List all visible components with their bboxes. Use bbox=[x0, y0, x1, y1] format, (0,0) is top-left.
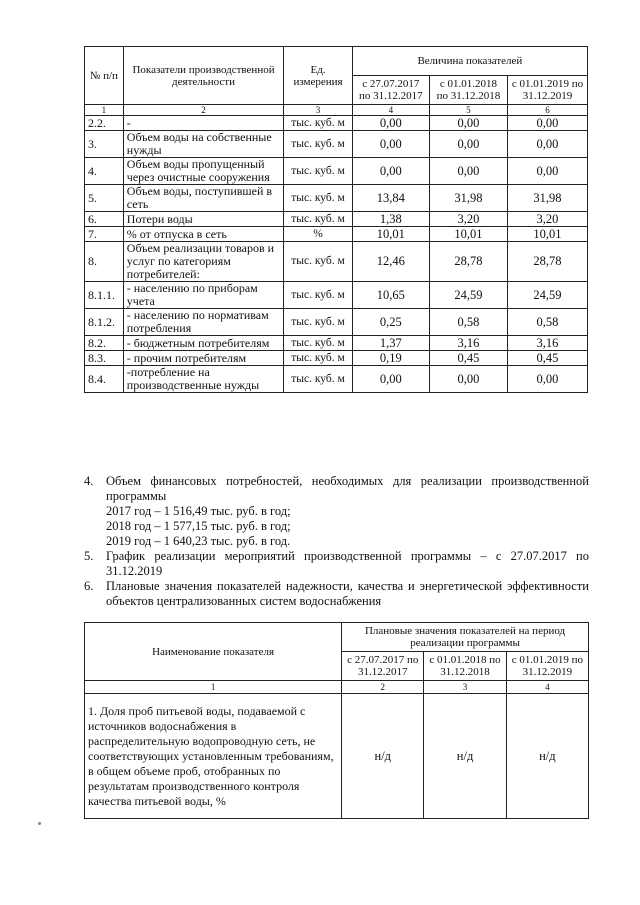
row-value-3: 3,20 bbox=[507, 212, 587, 227]
financial-line-2019: 2019 год – 1 640,23 тыс. руб. в год. bbox=[106, 534, 291, 548]
index-cell: 4 bbox=[506, 681, 588, 694]
row-unit: тыс. куб. м bbox=[284, 116, 352, 131]
table-row bbox=[85, 185, 588, 212]
row-number: 4. bbox=[85, 158, 124, 185]
row-value-3: 0,00 bbox=[507, 116, 587, 131]
col-header-indicator: Показатели производственной деятельности bbox=[123, 47, 284, 105]
planned-values-table bbox=[84, 622, 589, 819]
row-indicator: - населению по приборам учета bbox=[123, 282, 284, 309]
table-row bbox=[85, 131, 588, 158]
row-unit: тыс. куб. м bbox=[284, 242, 352, 282]
row-value-2: 0,00 bbox=[429, 131, 507, 158]
row-indicator: -потребление на производственные нужды bbox=[123, 366, 284, 393]
row-value-2: 0,00 bbox=[429, 158, 507, 185]
scan-speck bbox=[38, 822, 41, 825]
list-item-text: Объем финансовых потребностей, необходимых для реализации производственной программы bbox=[106, 474, 589, 503]
col-header-period-2: с 01.01.2018 по 31.12.2018 bbox=[429, 76, 507, 105]
row-indicator: Объем воды, поступившей в сеть bbox=[123, 185, 284, 212]
row-unit: тыс. куб. м bbox=[284, 282, 352, 309]
row-value-3: 0,58 bbox=[507, 309, 587, 336]
list-item-number: 5. bbox=[84, 549, 94, 563]
financial-line-2017: 2017 год – 1 516,49 тыс. руб. в год; bbox=[106, 504, 291, 518]
row-value-1: 0,25 bbox=[352, 309, 429, 336]
col-header-number: № п/п bbox=[85, 47, 124, 105]
row-value-1: 12,46 bbox=[352, 242, 429, 282]
table-row bbox=[85, 116, 588, 131]
col-header-period-3: с 01.01.2019 по 31.12.2019 bbox=[507, 76, 587, 105]
row-unit: тыс. куб. м bbox=[284, 212, 352, 227]
row-unit: % bbox=[284, 227, 352, 242]
row-value-1: 1,37 bbox=[352, 336, 429, 351]
row-value-1: н/д bbox=[342, 694, 424, 819]
row-unit: тыс. куб. м bbox=[284, 131, 352, 158]
col-header-period-3: с 01.01.2019 по 31.12.2019 bbox=[506, 652, 588, 681]
row-value-2: 24,59 bbox=[429, 282, 507, 309]
row-value-2: 31,98 bbox=[429, 185, 507, 212]
index-cell: 3 bbox=[284, 105, 352, 116]
row-number: 2.2. bbox=[85, 116, 124, 131]
table-row bbox=[85, 336, 588, 351]
row-value-1: 0,00 bbox=[352, 116, 429, 131]
index-cell: 2 bbox=[123, 105, 284, 116]
col-header-values: Величина показателей bbox=[352, 47, 587, 76]
table-row bbox=[85, 366, 588, 393]
table-row bbox=[85, 212, 588, 227]
index-cell: 1 bbox=[85, 105, 124, 116]
list-item-text: График реализации мероприятий производственной программы – с 27.07.2017 по 31.12.2019 bbox=[106, 549, 589, 578]
row-value-2: 0,45 bbox=[429, 351, 507, 366]
numbered-list bbox=[84, 474, 589, 609]
row-value-3: 10,01 bbox=[507, 227, 587, 242]
row-value-2: 3,20 bbox=[429, 212, 507, 227]
table-row bbox=[85, 694, 589, 819]
list-item-text: Плановые значения показателей надежности, качества и энергетической эффективности объектов централизованных систем водоснабжения bbox=[106, 579, 589, 608]
row-value-1: 0,19 bbox=[352, 351, 429, 366]
table-row bbox=[85, 158, 588, 185]
row-value-3: 28,78 bbox=[507, 242, 587, 282]
row-value-2: 28,78 bbox=[429, 242, 507, 282]
row-value-1: 0,00 bbox=[352, 131, 429, 158]
row-value-2: 0,00 bbox=[429, 116, 507, 131]
row-value-3: 0,00 bbox=[507, 366, 587, 393]
table-row bbox=[85, 351, 588, 366]
row-number: 8.3. bbox=[85, 351, 124, 366]
row-value-3: 0,45 bbox=[507, 351, 587, 366]
row-number: 8.4. bbox=[85, 366, 124, 393]
index-cell: 1 bbox=[85, 681, 342, 694]
row-indicator: Объем реализации товаров и услуг по категориям потребителей: bbox=[123, 242, 284, 282]
row-indicator: Объем воды на собственные нужды bbox=[123, 131, 284, 158]
table-row bbox=[85, 282, 588, 309]
row-number: 8.1.1. bbox=[85, 282, 124, 309]
row-unit: тыс. куб. м bbox=[284, 158, 352, 185]
col-header-period-1: с 27.07.2017 по 31.12.2017 bbox=[342, 652, 424, 681]
row-value-1: 0,00 bbox=[352, 158, 429, 185]
table-row bbox=[85, 242, 588, 282]
row-value-1: 1,38 bbox=[352, 212, 429, 227]
index-cell: 3 bbox=[424, 681, 506, 694]
row-unit: тыс. куб. м bbox=[284, 309, 352, 336]
index-cell: 2 bbox=[342, 681, 424, 694]
row-value-2: н/д bbox=[424, 694, 506, 819]
row-unit: тыс. куб. м bbox=[284, 185, 352, 212]
row-indicator: - прочим потребителям bbox=[123, 351, 284, 366]
row-number: 6. bbox=[85, 212, 124, 227]
row-value-3: 0,00 bbox=[507, 131, 587, 158]
row-value-3: 0,00 bbox=[507, 158, 587, 185]
list-item bbox=[84, 474, 589, 504]
col-header-indicator-name: Наименование показателя bbox=[85, 623, 342, 681]
row-number: 8. bbox=[85, 242, 124, 282]
row-value-1: 10,65 bbox=[352, 282, 429, 309]
row-indicator: Потери воды bbox=[123, 212, 284, 227]
row-value-3: н/д bbox=[506, 694, 588, 819]
list-item bbox=[84, 549, 589, 579]
index-cell: 6 bbox=[507, 105, 587, 116]
row-value-3: 3,16 bbox=[507, 336, 587, 351]
row-value-3: 24,59 bbox=[507, 282, 587, 309]
list-item-number: 6. bbox=[84, 579, 94, 593]
row-value-2: 0,00 bbox=[429, 366, 507, 393]
row-indicator: - бюджетным потребителям bbox=[123, 336, 284, 351]
production-indicators-table bbox=[84, 46, 588, 393]
row-value-1: 10,01 bbox=[352, 227, 429, 242]
row-unit: тыс. куб. м bbox=[284, 351, 352, 366]
row-number: 8.2. bbox=[85, 336, 124, 351]
row-indicator: Объем воды пропущенный через очистные сооружения bbox=[123, 158, 284, 185]
row-value-2: 3,16 bbox=[429, 336, 507, 351]
row-indicator: % от отпуска в сеть bbox=[123, 227, 284, 242]
row-unit: тыс. куб. м bbox=[284, 366, 352, 393]
table-row bbox=[85, 227, 588, 242]
row-value-2: 10,01 bbox=[429, 227, 507, 242]
row-value-3: 31,98 bbox=[507, 185, 587, 212]
index-cell: 4 bbox=[352, 105, 429, 116]
list-item bbox=[84, 579, 589, 609]
table-row bbox=[85, 309, 588, 336]
row-number: 3. bbox=[85, 131, 124, 158]
row-value-1: 13,84 bbox=[352, 185, 429, 212]
row-value-2: 0,58 bbox=[429, 309, 507, 336]
col-header-unit: Ед. измерения bbox=[284, 47, 352, 105]
financial-line-2018: 2018 год – 1 577,15 тыс. руб. в год; bbox=[106, 519, 291, 533]
row-number: 8.1.2. bbox=[85, 309, 124, 336]
col-header-planned-values: Плановые значения показателей на период реализации программы bbox=[342, 623, 589, 652]
row-number: 7. bbox=[85, 227, 124, 242]
row-indicator: 1. Доля проб питьевой воды, подаваемой с источников водоснабжения в распределительную водопроводную сеть, не соответствующих установленным требованиям, в общем объеме проб, отобранных по результатам производственного контроля качества питьевой воды, % bbox=[85, 694, 342, 819]
row-unit: тыс. куб. м bbox=[284, 336, 352, 351]
row-number: 5. bbox=[85, 185, 124, 212]
col-header-period-1: с 27.07.2017 по 31.12.2017 bbox=[352, 76, 429, 105]
index-cell: 5 bbox=[429, 105, 507, 116]
row-indicator: - населению по нормативам потребления bbox=[123, 309, 284, 336]
row-indicator: - bbox=[123, 116, 284, 131]
row-value-1: 0,00 bbox=[352, 366, 429, 393]
list-item-number: 4. bbox=[84, 474, 94, 488]
col-header-period-2: с 01.01.2018 по 31.12.2018 bbox=[424, 652, 506, 681]
